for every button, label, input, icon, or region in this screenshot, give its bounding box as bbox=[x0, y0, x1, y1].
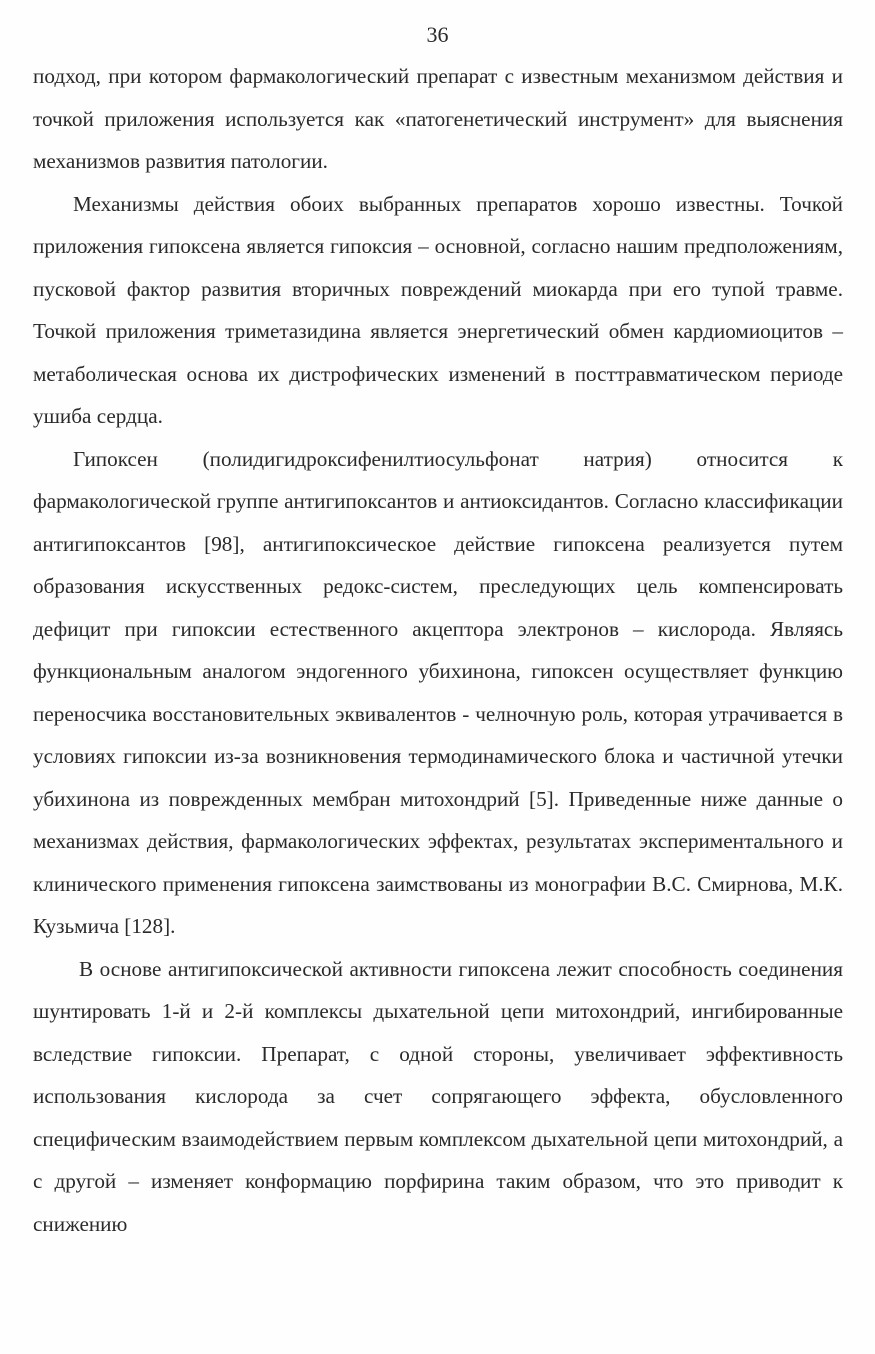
body-text bbox=[33, 55, 843, 1245]
page-number: 36 bbox=[426, 22, 449, 47]
paragraph-3: Гипоксен (полидигидроксифенилтиосульфонат натрия) относится к фармакологической группе антигипоксантов и антиоксидантов. Согласно классификации антигипоксантов [98], антигипоксическое действие гипоксена реализуется путем образования искусственных редокс-систем, преследующих цель компенсировать дефицит при гипоксии естественного акцептора электронов – кислорода. Являясь функциональным аналогом эндогенного убихинона, гипоксен осуществляет функцию переносчика восстановительных эквивалентов - челночную роль, которая утрачивается в условиях гипоксии из-за возникновения термодинамического блока и частичной утечки убихинона из поврежденных мембран митохондрий [5]. Приведенные ниже данные о механизмах действия, фармакологических эффектах, результатах экспериментального и клинического применения гипоксена заимствованы из монографии В.С. Смирнова, М.К. Кузьмича [128]. bbox=[33, 446, 843, 938]
paragraph-1: подход, при котором фармакологический препарат с известным механизмом действия и точкой приложения используется как «патогенетический инструмент» для выяснения механизмов развития патологии. bbox=[33, 64, 843, 173]
paragraph-2: Механизмы действия обоих выбранных препаратов хорошо известны. Точкой приложения гипоксена является гипоксия – основной, согласно нашим предположениям, пусковой фактор развития вторичных повреждений миокарда при его тупой травме. Точкой приложения триметазидина является энергетический обмен кардиомиоцитов – метаболическая основа их дистрофических изменений в посттравматическом периоде ушиба сердца. bbox=[33, 191, 843, 428]
paragraph-4: В основе антигипоксической активности гипоксена лежит способность соединения шунтировать 1-й и 2-й комплексы дыхательной цепи митохондрий, ингибированные вследствие гипоксии. Препарат, с одной стороны, увеличивает эффективность использования кислорода за счет сопрягающего эффекта, обусловленного специфическим взаимодействием первым комплексом дыхательной цепи митохондрий, а с другой – изменяет конформацию порфирина таким образом, что это приводит к снижению bbox=[33, 956, 843, 1236]
